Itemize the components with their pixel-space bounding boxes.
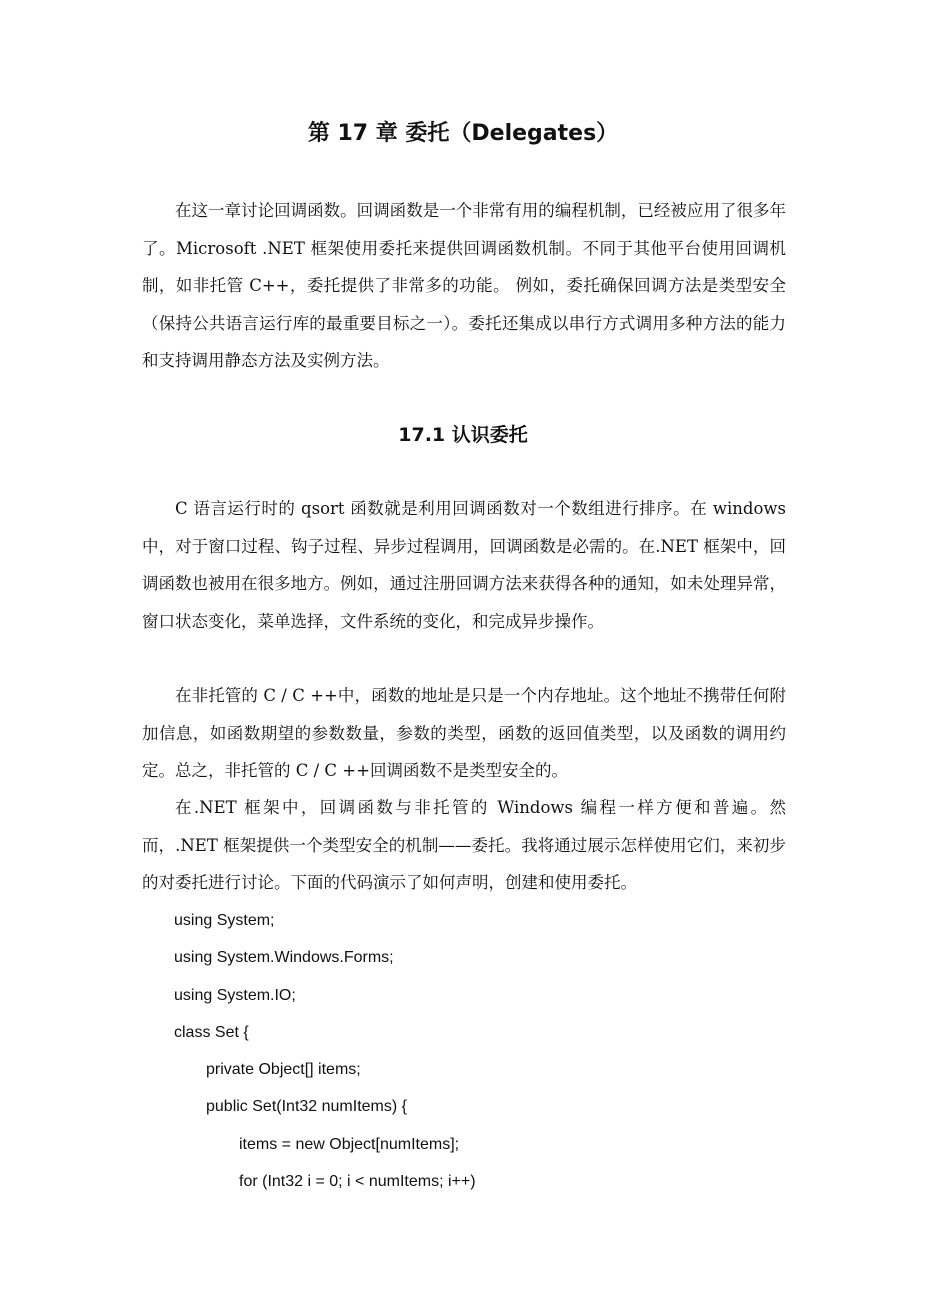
code-line: using System.Windows.Forms; [174,949,394,967]
code-line: private Object[] items; [206,1061,361,1079]
code-listing [142,902,786,1200]
code-line: items = new Object[numItems]; [239,1135,460,1153]
intro-paragraph: 在这一章讨论回调函数。回调函数是一个非常有用的编程机制，已经被应用了很多年了。Microsoft .NET 框架使用委托来提供回调函数机制。不同于其他平台使用回调机制，如非托管 C++，委托提供了非常多的功能。 例如，委托确保回调方法是类型安全（保持公共语言运行库的最重要目标之一）。委托还集成以串行方式调用多种方法的能力和支持调用静态方法及实例方法。 [142,201,786,370]
code-line: using System.IO; [174,986,296,1004]
code-line: class Set { [174,1023,249,1041]
section-paragraph-2: 在非托管的 C / C ++中，函数的地址是只是一个内存地址。这个地址不携带任何附加信息，如函数期望的参数数量，参数的类型，函数的返回值类型，以及函数的调用约定。总之，非托管的 C / C ++回调函数不是类型安全的。 [142,686,786,780]
section-paragraph-3: 在.NET 框架中，回调函数与非托管的 Windows 编程一样方便和普遍。然而，.NET 框架提供一个类型安全的机制——委托。我将通过展示怎样使用它们，来初步的对委托进行讨论。下面的代码演示了如何声明，创建和使用委托。 [142,798,786,892]
code-line: for (Int32 i = 0; i < numItems; i++) [239,1173,476,1191]
section-paragraph-1: C 语言运行时的 qsort 函数就是利用回调函数对一个数组进行排序。在 windows 中，对于窗口过程、钩子过程、异步过程调用，回调函数是必需的。在.NET 框架中，回调函数也被用在很多地方。例如，通过注册回调方法来获得各种的通知，如未处理异常，窗口状态变化，菜单选择，文件系统的变化，和完成异步操作。 [142,499,786,631]
chapter-title: 第 17 章 委托（Delegates） [307,121,619,146]
code-line: public Set(Int32 numItems) { [206,1098,407,1116]
code-line: using System; [174,912,275,929]
section-title: 17.1 认识委托 [398,424,528,446]
